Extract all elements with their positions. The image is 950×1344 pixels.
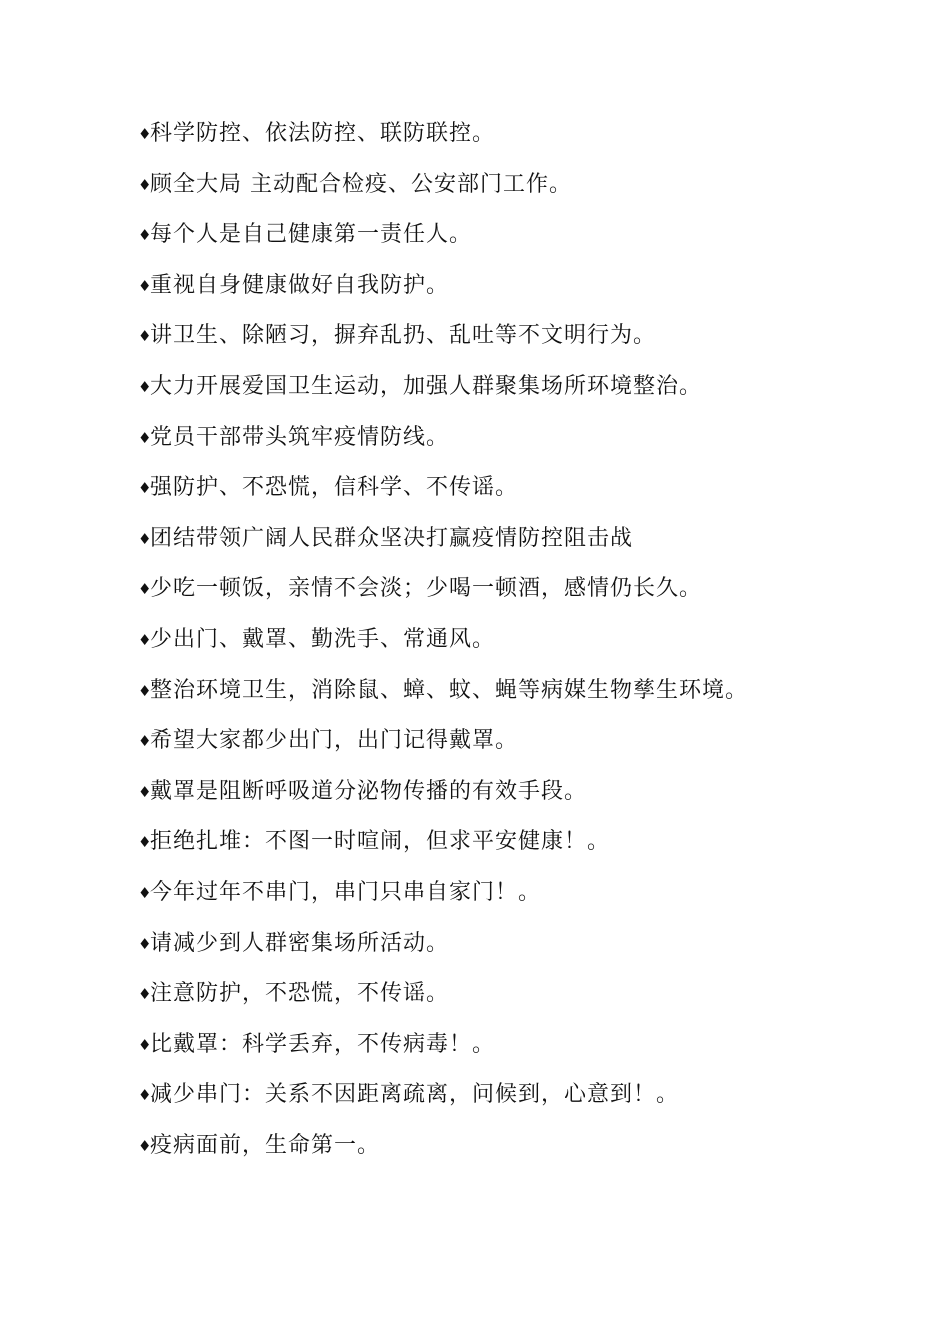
slogan-text: 科学防控、依法防控、联防联控。 (150, 121, 496, 146)
slogan-item (138, 521, 918, 572)
slogan-text: 少吃一顿饭，亲情不会淡；少喝一顿酒，感情仍长久。 (150, 576, 703, 602)
slogan-item (138, 1077, 918, 1128)
slogan-text: 戴罩是阻断呼吸道分泌物传播的有效手段。 (150, 778, 588, 804)
diamond-bullet-icon: ♦ (138, 985, 153, 1004)
diamond-bullet-icon: ♦ (138, 1086, 153, 1105)
slogan-item (138, 673, 918, 724)
slogan-text: 少出门、戴罩、勤洗手、常通风。 (150, 626, 496, 652)
diamond-bullet-icon: ♦ (138, 782, 153, 801)
slogan-item (138, 318, 918, 369)
slogan-item (138, 976, 918, 1027)
diamond-bullet-icon: ♦ (138, 175, 153, 194)
diamond-bullet-icon: ♦ (138, 428, 153, 447)
slogan-item (138, 470, 918, 521)
slogan-item (138, 622, 918, 673)
slogan-text: 拒绝扎堆：不图一时喧闹，但求平安健康！。 (150, 829, 611, 855)
diamond-bullet-icon: ♦ (138, 732, 153, 751)
diamond-bullet-icon: ♦ (138, 327, 153, 346)
diamond-bullet-icon: ♦ (138, 226, 153, 245)
slogan-item (138, 1027, 918, 1078)
slogan-text: 减少串门：关系不因距离疏离，问候到，心意到！。 (150, 1082, 680, 1108)
slogan-text: 希望大家都少出门，出门记得戴罩。 (150, 728, 519, 754)
diamond-bullet-icon: ♦ (138, 934, 153, 953)
slogan-item (138, 926, 918, 977)
slogan-text: 重视自身健康做好自我防护。 (150, 272, 450, 298)
slogan-item (138, 167, 918, 218)
slogan-item (138, 774, 918, 825)
slogan-text: 大力开展爱国卫生运动，加强人群聚集场所环境整治。 (150, 373, 703, 399)
diamond-bullet-icon: ♦ (138, 630, 153, 649)
diamond-bullet-icon: ♦ (138, 681, 153, 700)
slogan-item (138, 571, 918, 622)
diamond-bullet-icon: ♦ (138, 529, 153, 548)
diamond-bullet-icon: ♦ (138, 479, 153, 498)
slogan-text: 强防护、不恐慌，信科学、不传谣。 (150, 475, 519, 501)
slogan-item (138, 723, 918, 774)
slogan-text: 整治环境卫生，消除鼠、蟑、蚊、蝇等病媒生物孳生环境。 (150, 677, 749, 703)
diamond-bullet-icon: ♦ (138, 580, 153, 599)
diamond-bullet-icon: ♦ (138, 377, 153, 396)
slogan-list (138, 116, 918, 1178)
slogan-item (138, 824, 918, 875)
slogan-text: 比戴罩：科学丢弃，不传病毒！。 (150, 1031, 496, 1057)
slogan-text: 讲卫生、除陋习，摒弃乱扔、乱吐等不文明行为。 (150, 323, 657, 349)
diamond-bullet-icon: ♦ (138, 125, 153, 143)
slogan-item (138, 875, 918, 926)
slogan-text: 请减少到人群密集场所活动。 (150, 930, 450, 956)
slogan-text: 疫病面前，生命第一。 (150, 1132, 381, 1158)
slogan-item (138, 217, 918, 268)
slogan-text: 团结带领广阔人民群众坚决打赢疫情防控阻击战 (150, 525, 634, 551)
slogan-item (138, 420, 918, 471)
diamond-bullet-icon: ♦ (138, 833, 153, 852)
slogan-item (138, 1128, 918, 1179)
slogan-text: 每个人是自己健康第一责任人。 (150, 222, 473, 248)
slogan-item (138, 116, 918, 167)
slogan-item (138, 268, 918, 319)
diamond-bullet-icon: ♦ (138, 883, 153, 902)
slogan-text: 今年过年不串门，串门只串自家门！。 (150, 879, 542, 905)
slogan-text: 党员干部带头筑牢疫情防线。 (150, 424, 450, 450)
diamond-bullet-icon: ♦ (138, 276, 153, 295)
diamond-bullet-icon: ♦ (138, 1136, 153, 1155)
diamond-bullet-icon: ♦ (138, 1035, 153, 1054)
slogan-item (138, 369, 918, 420)
slogan-text: 注意防护，不恐慌，不传谣。 (150, 981, 450, 1007)
slogan-text: 顾全大局 主动配合检疫、公安部门工作。 (150, 171, 572, 197)
